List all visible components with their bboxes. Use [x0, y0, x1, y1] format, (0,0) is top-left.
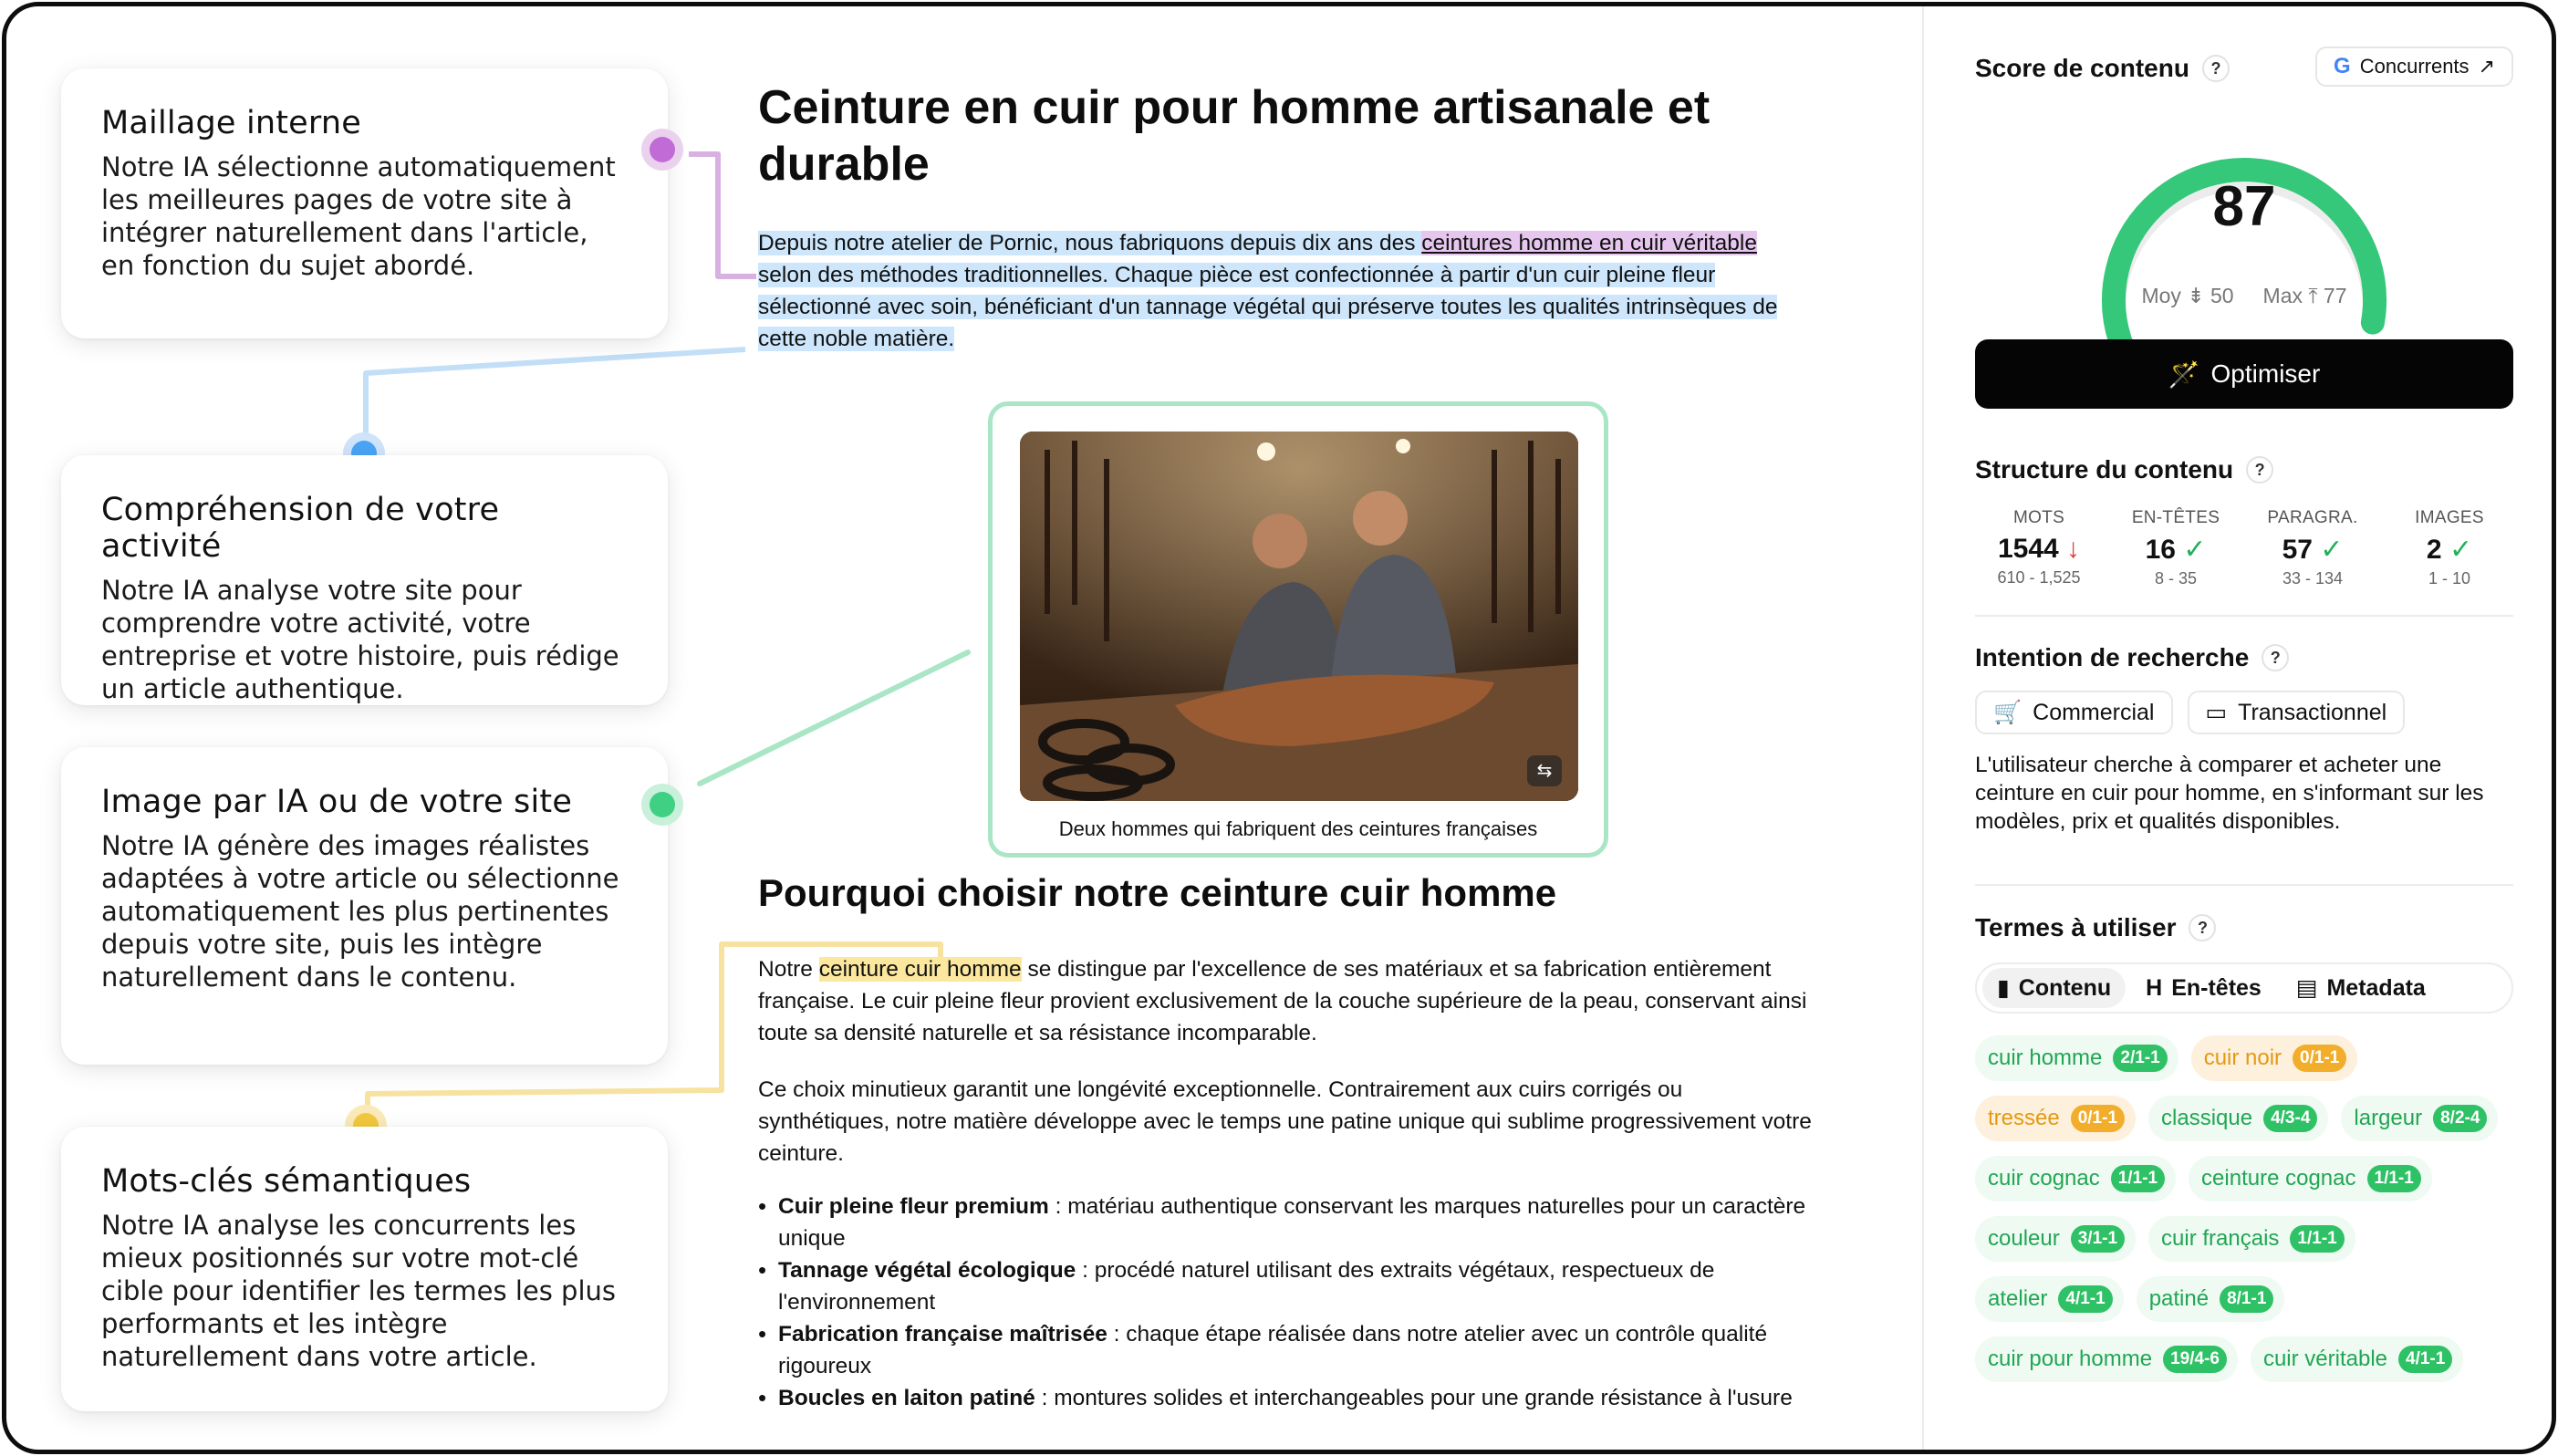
connector-purple	[689, 154, 756, 276]
competitors-button[interactable]	[2315, 47, 2513, 87]
arrow-down-icon: ↓	[2066, 534, 2081, 564]
list-item[interactable]: • Fabrication française maîtrisée : chaque étape réalisée dans notre atelier avec un contrôle qualité rigoureux	[758, 1318, 1816, 1382]
internal-link[interactable]: ceintures homme en cuir véritable	[1421, 231, 1757, 255]
term-label: ceinture cognac	[2201, 1166, 2356, 1191]
help-icon[interactable]: ?	[2202, 55, 2230, 82]
term-chip[interactable]	[1975, 1276, 2124, 1322]
feature-text: Notre IA sélectionne automatiquement les meilleures pages de votre site à intégrer naturellement dans l'article, en fonction du sujet abordé.	[101, 151, 616, 281]
term-label: largeur	[2354, 1106, 2423, 1130]
terms-list	[1975, 1035, 2513, 1382]
term-chip[interactable]	[2137, 1276, 2285, 1322]
term-chip[interactable]	[2191, 1035, 2358, 1081]
term-count-badge: 0/1-1	[2071, 1105, 2125, 1132]
term-count-badge: 4/3-4	[2263, 1105, 2317, 1132]
help-icon[interactable]: ?	[2189, 914, 2216, 941]
term-count-badge: 3/1-1	[2071, 1225, 2125, 1253]
competitors-label: Concurrents	[2359, 55, 2470, 78]
heading-icon: H	[2146, 974, 2163, 1001]
stat-words: MOTS 1544 ↓ 610 - 1,525	[1997, 508, 2081, 587]
term-label: cuir véritable	[2262, 1347, 2388, 1371]
max-score: Max ⤒ 77	[2262, 284, 2347, 307]
term-chip[interactable]	[2148, 1216, 2355, 1262]
workshop-illustration	[1020, 432, 1578, 801]
intent-chip-transactional[interactable]: ▭ Transactionnel	[2188, 691, 2406, 734]
check-icon: ✓	[2449, 535, 2473, 565]
term-count-badge: 4/1-1	[2398, 1346, 2452, 1373]
feature-card-business-understanding	[61, 455, 668, 705]
help-icon[interactable]: ?	[2246, 456, 2273, 484]
term-count-badge: 8/1-1	[2220, 1285, 2273, 1313]
arrow-up-right-icon: ↗	[2478, 55, 2495, 78]
divider	[1975, 615, 2513, 617]
list-item[interactable]: • Tannage végétal écologique : procédé naturel utilisant des extraits végétaux, respectueux de l'environnement	[758, 1254, 1816, 1318]
tab-content[interactable]: ▮ Contenu	[1982, 968, 2126, 1008]
terms-tabs	[1975, 962, 2513, 1014]
feature-card-semantic-keywords	[61, 1127, 668, 1411]
feature-text: Notre IA génère des images réalistes adaptées à votre article ou sélectionne automatiquement les plus pertinentes depuis votre site, puis les intègre naturellement dans le contenu.	[101, 830, 619, 993]
term-label: tressée	[1988, 1106, 2060, 1130]
swap-image-icon[interactable]: ⇆	[1527, 755, 1562, 786]
article-image[interactable]	[1020, 432, 1578, 801]
metadata-icon: ▤	[2295, 975, 2318, 1001]
intent-title: Intention de recherche ?	[1975, 643, 2513, 672]
term-label: patiné	[2148, 1286, 2210, 1311]
intent-chip-commercial[interactable]: 🛒 Commercial	[1975, 691, 2173, 734]
article-heading-2[interactable]: Pourquoi choisir notre ceinture cuir homme	[758, 871, 1557, 914]
score-value: 87	[2212, 175, 2276, 238]
list-item[interactable]: • Cuir pleine fleur premium : matériau authentique conservant les marques naturelles pour un caractère unique	[758, 1191, 1816, 1254]
connector-green	[700, 652, 968, 784]
article-title[interactable]: Ceinture en cuir pour homme artisanale et durable	[758, 81, 1711, 191]
article-paragraph[interactable]: Notre ceinture cuir homme se distingue par l'excellence de ses matériaux et sa fabrication entièrement française. Le cuir pleine fleur provient exclusivement de la couche supérieure de la peau, conservant ainsi toute sa densité naturelle et sa résistance incomparable.	[758, 957, 1807, 1045]
cart-icon: 🛒	[1993, 699, 2022, 725]
connector-dot-green	[641, 784, 683, 826]
optimize-button[interactable]: 🪄 Optimiser	[1975, 339, 2513, 409]
term-count-badge: 2/1-1	[2113, 1045, 2167, 1072]
term-label: classique	[2161, 1106, 2253, 1130]
terms-title: Termes à utiliser ?	[1975, 913, 2513, 942]
term-chip[interactable]	[2148, 1096, 2328, 1141]
check-icon: ✓	[2320, 535, 2344, 565]
tab-metadata[interactable]: ▤ Metadata	[2295, 974, 2426, 1001]
structure-stats	[1975, 508, 2513, 588]
stat-images: IMAGES 2 ✓ 1 - 10	[2415, 508, 2484, 588]
term-count-badge: 1/1-1	[2367, 1165, 2421, 1192]
google-icon: G	[2334, 54, 2351, 78]
term-chip[interactable]	[2189, 1156, 2432, 1201]
app-frame	[2, 2, 2556, 1454]
term-count-badge: 0/1-1	[2293, 1045, 2346, 1072]
feature-title: Compréhension de votre activité	[101, 492, 500, 565]
article-editor[interactable]	[758, 79, 1816, 1410]
intent-section	[1975, 643, 2513, 836]
magic-wand-icon: 🪄	[2168, 359, 2200, 389]
term-count-badge: 1/1-1	[2290, 1225, 2344, 1253]
feature-text: Notre IA analyse votre site pour comprendre votre activité, votre entreprise et votre histoire, puis rédige un article authentique.	[101, 575, 619, 704]
term-label: cuir homme	[1988, 1045, 2103, 1070]
score-section	[1975, 54, 2513, 419]
term-chip[interactable]	[1975, 1035, 2178, 1081]
terms-section	[1975, 913, 2513, 1382]
term-count-badge: 4/1-1	[2058, 1285, 2112, 1313]
term-chip[interactable]	[1975, 1336, 2238, 1382]
term-label: cuir cognac	[1988, 1166, 2100, 1191]
semantic-keyword[interactable]: ceinture cuir homme	[818, 957, 1022, 982]
intent-chips	[1975, 691, 2513, 734]
feature-title: Mots-clés sémantiques	[101, 1163, 472, 1200]
term-label: atelier	[1988, 1286, 2048, 1311]
list-item[interactable]: • Boucles en laiton patiné : montures solides et interchangeables pour une grande résistance à l'usure	[758, 1382, 1816, 1414]
average-score: Moy ⇟ 50	[2141, 284, 2234, 307]
article-image-block[interactable]	[988, 401, 1608, 858]
content-score-sidebar	[1922, 6, 2556, 1454]
term-label: cuir français	[2161, 1226, 2280, 1251]
term-label: cuir pour homme	[1988, 1347, 2153, 1371]
card-icon: ▭	[2205, 700, 2228, 725]
feature-text: Notre IA analyse les concurrents les mieux positionnés sur votre mot-clé cible pour identifier les termes les plus performants et les intègre naturellement dans votre article.	[101, 1210, 617, 1372]
connector-blue	[366, 349, 745, 450]
intent-description: L'utilisateur cherche à comparer et acheter une ceinture en cuir pour homme, en s'informant sur les modèles, prix et qualités disponibles.	[1975, 753, 2484, 834]
tab-headings[interactable]: H En-têtes	[2146, 974, 2262, 1001]
structure-section	[1975, 455, 2513, 588]
feature-title: Maillage interne	[101, 105, 361, 141]
term-chip[interactable]	[1975, 1156, 2176, 1201]
stat-headings: EN-TÊTES 16 ✓ 8 - 35	[2131, 508, 2220, 588]
term-chip[interactable]	[2251, 1336, 2463, 1382]
article-bullet-list[interactable]	[758, 1191, 1816, 1414]
feature-title: Image par IA ou de votre site	[101, 784, 573, 820]
document-icon: ▮	[1997, 975, 2010, 1001]
score-title: Score de contenu ?	[1975, 54, 2513, 83]
help-icon[interactable]: ?	[2262, 644, 2289, 671]
term-label: cuir noir	[2203, 1045, 2282, 1070]
score-benchmarks	[1975, 284, 2513, 308]
stat-paragraphs: PARAGRA. 57 ✓ 33 - 134	[2267, 508, 2358, 588]
term-chip[interactable]	[2341, 1096, 2498, 1141]
connector-dot-purple	[641, 129, 683, 171]
term-chip[interactable]	[1975, 1096, 2136, 1141]
term-count-badge: 19/4-6	[2163, 1346, 2227, 1373]
structure-title: Structure du contenu ?	[1975, 455, 2513, 484]
article-paragraph[interactable]: Ce choix minutieux garantit une longévité exceptionnelle. Contrairement aux cuirs corrigés ou synthétiques, notre matière développe avec le temps une patine unique qui sublime progressivement votre ceinture.	[758, 1077, 1812, 1166]
feature-card-internal-links	[61, 68, 668, 338]
article-intro-paragraph[interactable]: Depuis notre atelier de Pornic, nous fabriquons depuis dix ans des ceintures homme en cuir véritable selon des méthodes traditionnelles. Chaque pièce est confectionnée à partir d'un cuir pleine fleur sélectionné avec soin, bénéficiant d'un tannage végétal qui préserve toutes les qualités intrinsèques de cette noble matière.	[758, 231, 1778, 351]
term-count-badge: 1/1-1	[2111, 1165, 2165, 1192]
feature-card-ai-image	[61, 747, 668, 1065]
term-label: couleur	[1988, 1226, 2060, 1251]
check-icon: ✓	[2183, 535, 2207, 565]
divider	[1975, 884, 2513, 886]
image-caption[interactable]: Deux hommes qui fabriquent des ceintures françaises	[1058, 817, 1538, 840]
term-chip[interactable]	[1975, 1216, 2136, 1262]
term-count-badge: 8/2-4	[2433, 1105, 2487, 1132]
